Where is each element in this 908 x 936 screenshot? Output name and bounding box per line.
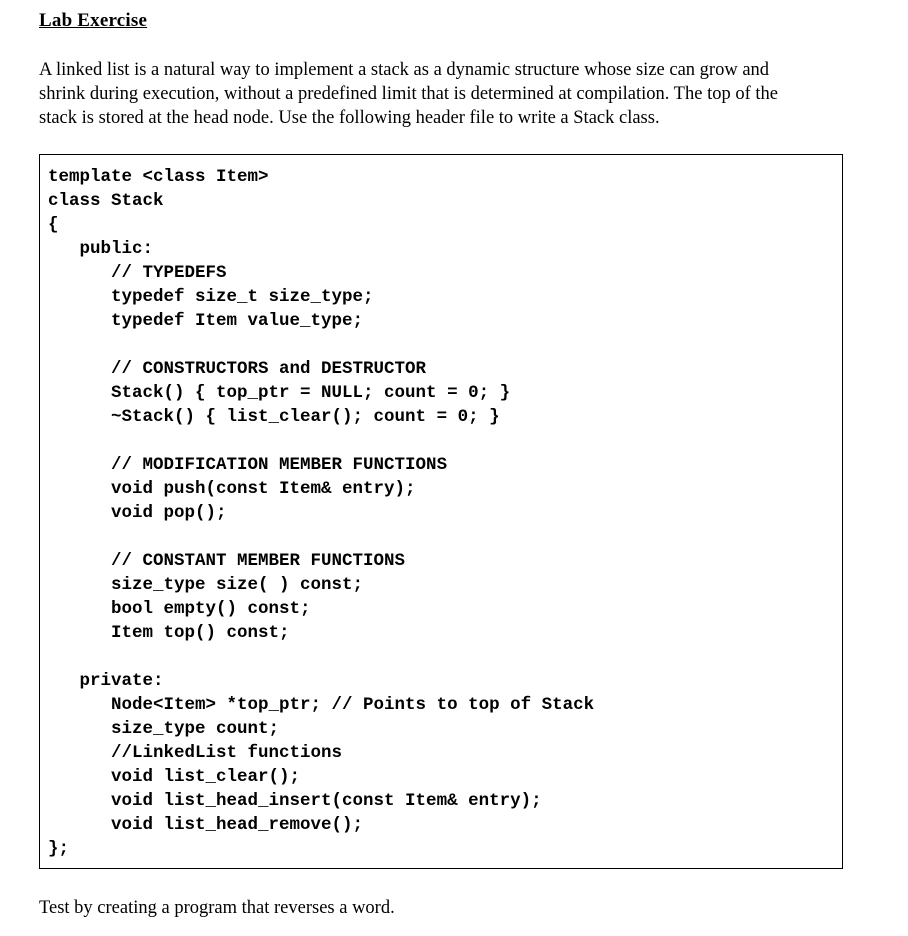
code-line: // CONSTRUCTORS and DESTRUCTOR xyxy=(48,359,427,379)
intro-paragraph xyxy=(39,58,839,130)
code-line: public: xyxy=(48,239,154,259)
code-line: // CONSTANT MEMBER FUNCTIONS xyxy=(48,551,406,571)
code-line: size_type size( ) const; xyxy=(48,575,364,595)
code-line: { xyxy=(48,215,59,235)
code-line: Stack() { top_ptr = NULL; count = 0; } xyxy=(48,383,511,403)
code-line: template <class Item> xyxy=(48,167,269,187)
code-line: // TYPEDEFS xyxy=(48,263,227,283)
code-line: Item top() const; xyxy=(48,623,290,643)
code-line: void list_head_remove(); xyxy=(48,815,364,835)
intro-line: stack is stored at the head node. Use the following header file to write a Stack class. xyxy=(39,108,660,128)
code-line: typedef Item value_type; xyxy=(48,311,364,331)
code-line xyxy=(48,333,594,357)
lab-exercise-title: Lab Exercise xyxy=(39,10,148,31)
code-line: private: xyxy=(48,671,164,691)
code-line: void push(const Item& entry); xyxy=(48,479,416,499)
code-line xyxy=(48,645,594,669)
code-line: typedef size_t size_type; xyxy=(48,287,374,307)
test-instruction: Test by creating a program that reverses a word. xyxy=(39,898,395,918)
code-line: void list_head_insert(const Item& entry); xyxy=(48,791,542,811)
code-line: class Stack xyxy=(48,191,164,211)
code-line: void list_clear(); xyxy=(48,767,301,787)
code-line: //LinkedList functions xyxy=(48,743,343,763)
code-line: }; xyxy=(48,839,70,859)
code-line: // MODIFICATION MEMBER FUNCTIONS xyxy=(48,455,448,475)
stack-header-code xyxy=(48,165,594,861)
code-line: bool empty() const; xyxy=(48,599,311,619)
code-line: size_type count; xyxy=(48,719,280,739)
code-line: ~Stack() { list_clear(); count = 0; } xyxy=(48,407,500,427)
intro-line: shrink during execution, without a predefined limit that is determined at compilation. The top of the xyxy=(39,84,778,104)
code-line xyxy=(48,429,594,453)
code-line: Node<Item> *top_ptr; // Points to top of Stack xyxy=(48,695,595,715)
header-file-code-box xyxy=(39,154,843,869)
code-line xyxy=(48,525,594,549)
intro-line: A linked list is a natural way to implement a stack as a dynamic structure whose size can grow and xyxy=(39,60,770,80)
code-line: void pop(); xyxy=(48,503,227,523)
